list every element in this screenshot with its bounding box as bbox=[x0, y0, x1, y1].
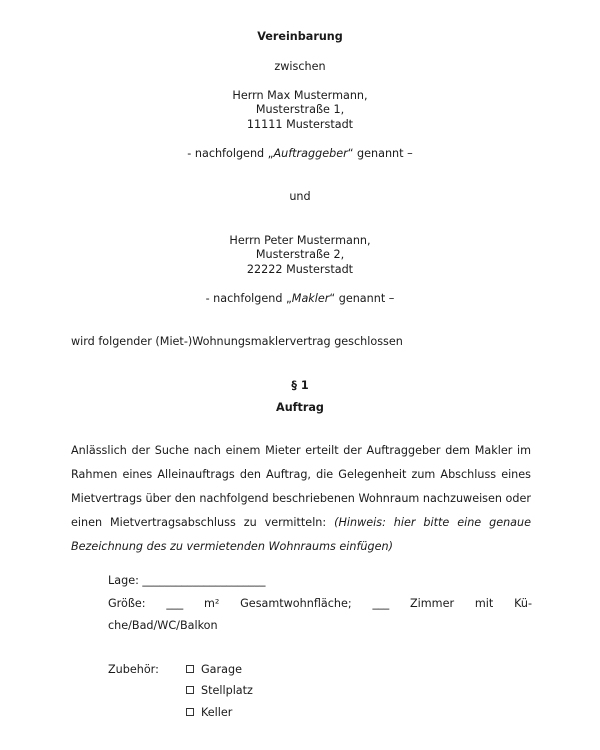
party2-city: 22222 Musterstadt bbox=[246, 263, 354, 276]
zubehoer-item-stellplatz: Stellplatz bbox=[186, 684, 253, 699]
paragraph-body: Anlässlich der Suche nach einem Mieter erteilt der Auftraggeber dem Makler im Rahmen eines Alleinauftrags den Auftrag, die Gelegenheit zum Abschluss eines Mietvertrags über den nachfolgend beschriebenen Wohnraum nachzuweisen oder einen Mietvertragsabschluss zu vermitteln: (Hinweis: hier bitte eine genaue Bezeichnung des zu vermietenden Wohnraums einfügen) bbox=[71, 444, 532, 553]
party1-street: Musterstraße 1, bbox=[255, 103, 345, 116]
zubehoer-label: Zubehör: bbox=[108, 663, 159, 676]
checkbox-icon[interactable] bbox=[186, 665, 194, 673]
section-heading: Auftrag bbox=[276, 401, 324, 414]
document-title: Vereinbarung bbox=[257, 30, 343, 43]
groesse-line: Größe: ___ m² Gesamtwohnfläche; ___ Zimmer mit Kü- bbox=[108, 597, 532, 610]
groesse-continued: che/Bad/WC/Balkon bbox=[108, 619, 218, 632]
and-label: und bbox=[289, 190, 311, 203]
role1-line: - nachfolgend „Auftraggeber“ genannt – bbox=[187, 147, 413, 160]
zubehoer-item-keller: Keller bbox=[186, 706, 232, 721]
party2-street: Musterstraße 2, bbox=[255, 248, 345, 261]
role2-line: - nachfolgend „Makler“ genannt – bbox=[205, 292, 395, 305]
section-number: § 1 bbox=[291, 379, 309, 392]
role2-term: Makler bbox=[291, 292, 330, 305]
party1-name: Herrn Max Mustermann, bbox=[232, 89, 368, 102]
contract-line: wird folgender (Miet-)Wohnungsmaklervertrag geschlossen bbox=[71, 335, 403, 348]
role1-term: Auftraggeber bbox=[273, 147, 348, 160]
paragraph-hint: (Hinweis: hier bitte eine genaue Bezeichnung des zu vermietenden Wohnraums einfügen) bbox=[71, 516, 532, 553]
between-label: zwischen bbox=[274, 60, 326, 73]
checkbox-icon[interactable] bbox=[186, 708, 194, 716]
party1-city: 11111 Musterstadt bbox=[246, 118, 354, 131]
checkbox-icon[interactable] bbox=[186, 686, 194, 694]
zubehoer-item-garage: Garage bbox=[186, 663, 242, 678]
lage-field: Lage: ______________________ bbox=[108, 574, 266, 587]
party2-name: Herrn Peter Mustermann, bbox=[229, 234, 371, 247]
